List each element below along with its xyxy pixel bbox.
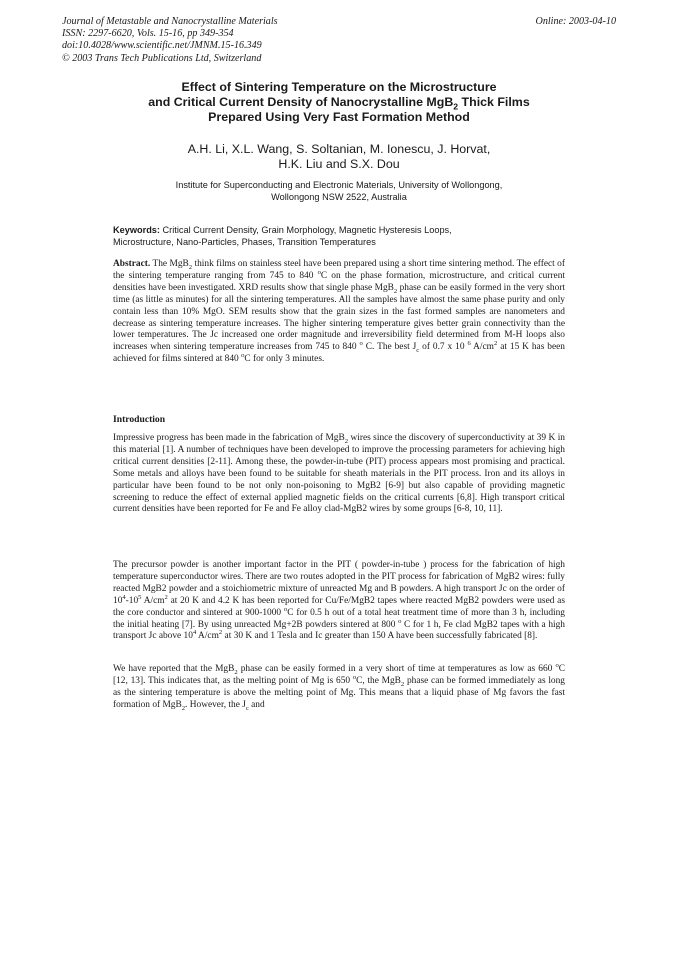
keywords-line-2: Microstructure, Nano-Particles, Phases, Transition Temperatures <box>113 236 376 247</box>
title-line-2: and Critical Current Density of Nanocrystalline MgB$_2$ Thick Films <box>148 95 530 112</box>
journal-name: Journal of Metastable and Nanocrystalline Materials <box>62 16 278 27</box>
intro-paragraph-1: Impressive progress has been made in the fabrication of MgB$_2$ wires since the discovery of superconductivity at 39 K in this material [1]. A number of techniques have been developed to improve the processing parameters for achieving high critical current densities [2-11]. Among these, the powder-in-tube (PIT) process appears most promising and practical. Some metals and alloys have been found to be suitable for sheath materials in the PIT process. Iron and its alloys in particular have been found to be not only non-poisoning to MgB2 [6-9] but also capable of providing magnetic screening to reduce the effect of external applied magnetic fields on the critical currents [6,8]. High transport critical current densities have been reported for Fe and Fe alloy clad-MgB2 wires by some groups [6-8, 10, 11]. <box>113 433 565 515</box>
authors-line-1: A.H. Li, X.L. Wang, S. Soltanian, M. Ionescu, J. Horvat, <box>187 142 491 156</box>
doi-line: doi:10.4028/www.scientific.net/JMNM.15-16.349 <box>62 40 262 52</box>
online-date: Online: 2003-04-10 <box>535 16 616 27</box>
title-line-1: Effect of Sintering Temperature on the Microstructure <box>181 80 497 94</box>
abstract: Abstract. The MgB$_2$ think films on stainless steel have been prepared using a short time sintering method. The effect of the sintering temperature ranging from 745 to 840 $^o$C on the phase formation, microstructure, and critical current densities have been investigated. XRD results show that single phase MgB$_2$ phase can be easily formed in the very short time (as little as minutes) for all the sintering temperatures. All the samples have almost the same phase purity and only contain less than 10% MgO. SEM results show that the grain sizes in the fast formed samples are nanometers and decrease as sintering temperature increases. The higher sintering temperature gives better grain connectivity than the lower temperatures. The Jc increased one order magnitude and irreversibility field determined from M-H loops also increases when sintering temperature increases from 745 to 840 $^o$ C. The best $J_c$ of 0.7 x 10 $^6$ $A/cm^2$ at 15 K has been achieved for films sintered at 840 $^o$C for only 3 minutes. <box>113 259 565 365</box>
copyright-line: © 2003 Trans Tech Publications Ltd, Switzerland <box>62 52 262 64</box>
keywords-line-1: Keywords: Critical Current Density, Grain Morphology, Magnetic Hysteresis Loops, <box>113 225 452 235</box>
keywords-label: Keywords: <box>113 225 160 235</box>
intro-paragraph-2: The precursor powder is another important factor in the PIT ( powder-in-tube ) process for the fabrication of high temperature superconductor wires. There are two routes adopted in the PIT process for fabrication of MgB2 wires: fully reacted MgB2 powder and a stoichiometric mixture of unreacted Mg and B powders. A high transport Jc on the order of $10^4-10^5$ $A/cm^2$ at 20 K and 4.2 K has been reported for Cu/Fe/MgB2 tapes where reacted MgB2 powders were used as the core conductor and sintered at 900-1000 $^o$C for 0.5 h out of a total heat treatment time of more than 3 h, including the initial heating [7]. By using unreacted Mg+2B powders sintered at 800 $^o$ C for 1 h, Fe clad MgB2 tapes with a high transport Jc above $10^4$ $A/cm^2$ at 30 K and 1 Tesla and Ic greater than 150 A have been successfully fabricated [8]. <box>113 560 565 642</box>
journal-info <box>62 16 482 65</box>
affiliation <box>90 180 588 203</box>
issn-line: ISSN: 2297-6620, Vols. 15-16, pp 349-354 <box>62 28 234 40</box>
affiliation-line-2: Wollongong NSW 2522, Australia <box>271 191 407 202</box>
introduction-heading: Introduction <box>113 414 166 425</box>
paper-title <box>100 80 578 126</box>
keywords <box>113 225 573 249</box>
affiliation-line-1: Institute for Superconducting and Electronic Materials, University of Wollongong, <box>175 180 503 190</box>
intro-paragraph-3: We have reported that the MgB$_2$ phase can be easily formed in a very short of time at temperatures as low as 660 $^o$C [12, 13]. This indicates that, as the melting point of Mg is 650 $^o$C, the MgB$_2$ phase can be formed immediately as long as the sintering temperature is above the melting point of Mg. This means that a liquid phase of Mg favors the fast formation of MgB$_2$. However, the $J_c$ and <box>113 661 565 712</box>
author-list <box>100 142 578 173</box>
title-line-3: Prepared Using Very Fast Formation Method <box>208 110 470 125</box>
authors-line-2: H.K. Liu and S.X. Dou <box>278 157 400 172</box>
abstract-label: Abstract. <box>113 259 151 269</box>
